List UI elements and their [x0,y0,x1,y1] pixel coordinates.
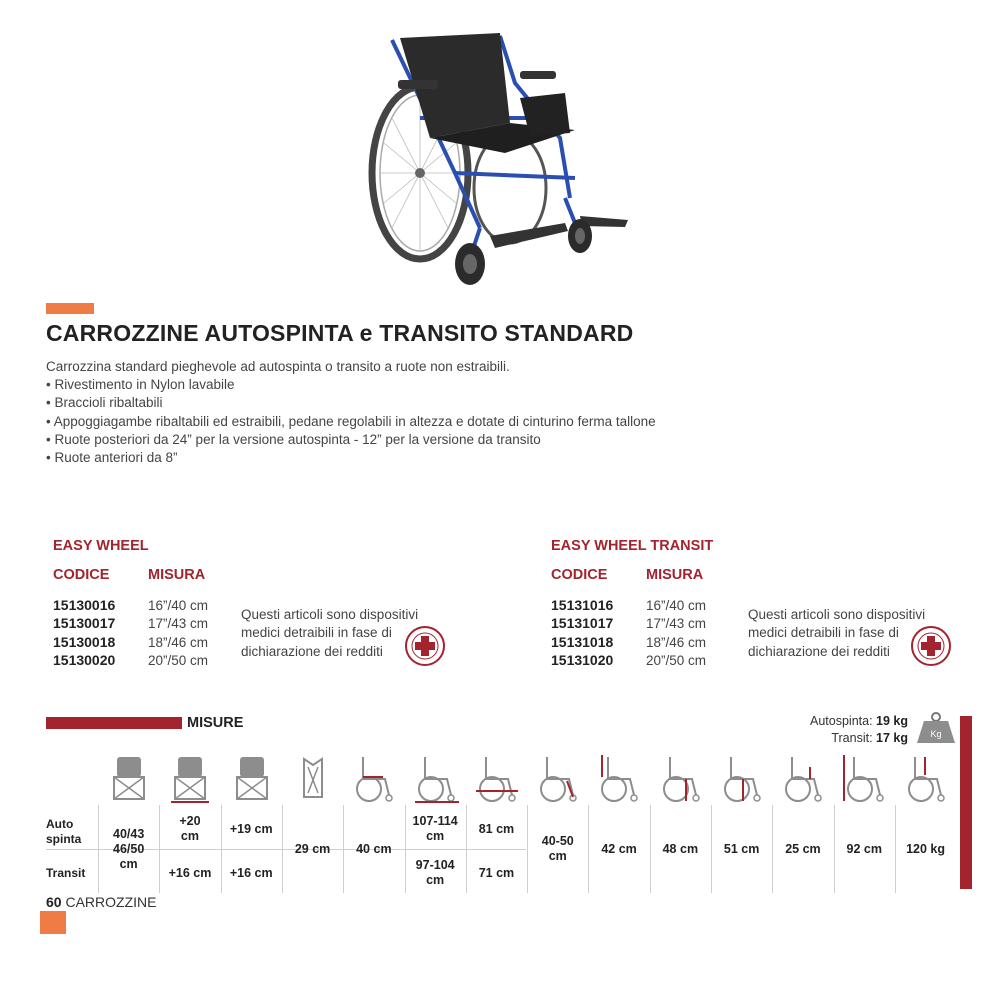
backrest-height-icon [594,751,644,805]
note-line: Questi articoli sono dispositivi [241,607,419,622]
note-line: medici detraibili in fase di [748,625,899,641]
size-list [646,597,706,670]
product-size: 17”/43 cm [148,616,209,632]
width-folded-icon [227,751,277,805]
measure-value: 92 cm [846,841,882,856]
size-header: MISURA [148,567,206,583]
measure-value-transit: 97-104 cm [415,858,455,887]
measure-value: 25 cm [785,841,821,856]
measure-value: 120 kg [906,841,945,856]
product-size: 16”/40 cm [148,598,209,613]
product-size: 20”/50 cm [646,652,707,668]
product-code: 15131016 [551,597,614,613]
product-size: 20”/50 cm [148,652,209,668]
description-intro: Carrozzina standard pieghevole ad autospinta o transito a ruote non estraibili. [46,359,510,374]
measure-value: 48 cm [662,841,699,856]
side-accent-rule [960,716,972,889]
note-line: medici detraibili in fase di [241,625,392,641]
feature-item: • Ruote posteriori da 24” per la versione autospinta - 12” per la versione da transito [46,431,541,447]
measure-value: 40-50 cm [541,834,574,863]
size-list [148,597,208,670]
section-name: CARROZZINE [65,894,157,910]
weight-auto-value: 19 kg [876,714,908,728]
page-number: 60 [46,894,62,910]
seat-front-icon [104,751,154,805]
product-description [46,358,656,467]
page-title: CARROZZINE AUTOSPINTA e TRANSITO STANDARD [46,320,634,346]
title-accent-bar [46,303,94,314]
product-code: 15131017 [551,615,614,632]
product-code: 15130016 [53,597,116,613]
measure-value-autospinta: +20 cm [179,814,201,843]
product-size: 18”/46 cm [646,634,707,650]
product-code: 15130018 [53,633,116,650]
note-line: dichiarazione dei redditi [241,643,383,659]
max-load-icon [901,751,951,805]
product-code: 15130020 [53,651,116,668]
weight-info [810,713,908,747]
weight-icon [915,711,957,745]
product-code: 15131020 [551,651,614,668]
measure-value-autospinta: 107-114 cm [412,814,458,843]
note-line: dichiarazione dei redditi [748,643,890,659]
measure-value: 40/43 46/50 cm [113,826,145,871]
measure-value-transit: +16 cm [229,865,273,880]
weight-icon-text: Kg [930,729,942,739]
product-size: 16”/40 cm [646,598,707,613]
measures-table [46,745,956,893]
product-size: 17”/43 cm [646,616,707,632]
code-header: CODICE [551,567,608,583]
seat-depth-icon [349,751,399,805]
feature-item: • Ruote anteriori da 8” [46,450,178,466]
feature-item: • Rivestimento in Nylon lavabile [46,377,235,393]
measures-accent-bar [46,717,182,729]
armrest-height-icon [778,751,828,805]
measure-value-transit: +16 cm [168,865,212,880]
product-code: 15130017 [53,615,116,632]
seat-height-icon [472,751,522,805]
wheelchair-product-image [360,28,640,293]
weight-transit-label: Transit: [831,731,873,745]
measure-value-transit: 71 cm [478,865,515,880]
group-title-easy-wheel-transit: EASY WHEEL TRANSIT [551,538,714,554]
weight-auto-label: Autospinta: [810,714,873,728]
total-length-icon [411,751,461,805]
row-label-autospinta: Auto spinta [46,817,82,846]
measures-title: MISURE [187,715,244,731]
width-open-icon [165,751,215,805]
medical-device-seal-icon [404,625,446,667]
medical-device-seal-icon [910,625,952,667]
code-header: CODICE [53,567,110,583]
measure-value: 42 cm [601,841,637,856]
measure-value: 51 cm [723,841,760,856]
seat-floor-icon [717,751,767,805]
legrest-length-icon [533,751,583,805]
feature-item: • Braccioli ribaltabili [46,395,163,411]
note-line: Questi articoli sono dispositivi [748,607,926,622]
deductible-note [241,606,418,661]
total-height-icon [840,751,890,805]
measure-value: 29 cm [294,841,331,856]
size-header: MISURA [646,567,704,583]
product-size: 18”/46 cm [148,634,209,650]
row-label-transit: Transit [46,866,86,880]
floor-seat-height-icon [656,751,706,805]
folded-width-icon [288,751,338,805]
measure-value-autospinta: +19 cm [229,821,273,836]
product-code: 15131018 [551,633,614,650]
code-list [551,596,613,669]
deductible-note [748,606,925,661]
measure-value-autospinta: 81 cm [478,821,515,836]
feature-item: • Appoggiagambe ribaltabili ed estraibili, pedane regolabili in altezza e dotate di cinturino ferma tallone [46,413,656,429]
weight-transit-value: 17 kg [876,731,908,745]
group-title-easy-wheel: EASY WHEEL [53,538,149,554]
code-list [53,596,115,669]
measure-value: 40 cm [356,841,392,856]
footer-accent-square [40,911,66,934]
page-footer [46,894,156,910]
